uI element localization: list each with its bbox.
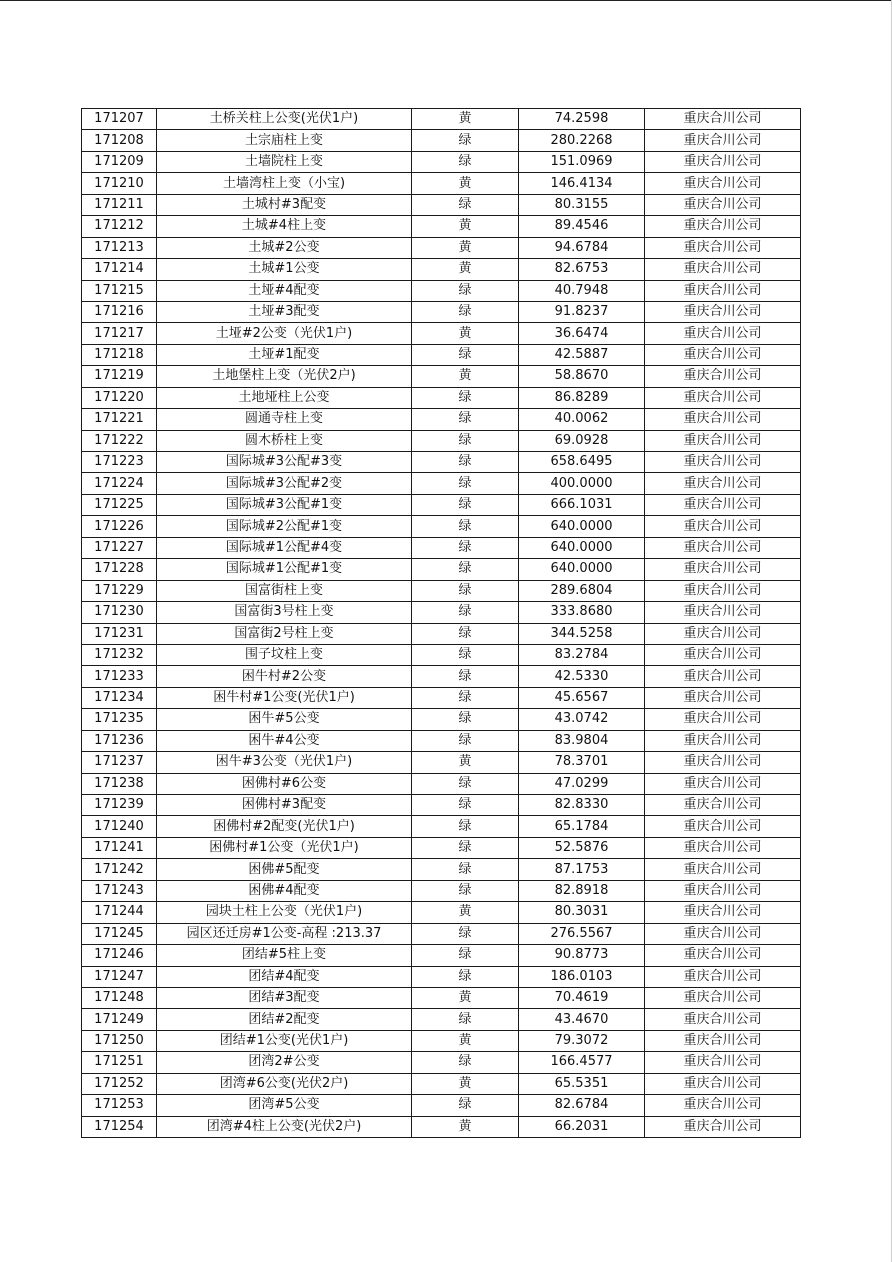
cell-company: 重庆合川公司 <box>645 902 801 923</box>
cell-code: 171250 <box>82 1030 157 1051</box>
cell-status: 绿 <box>412 945 519 966</box>
cell-value: 78.3701 <box>519 752 645 773</box>
cell-value: 82.6784 <box>519 1095 645 1116</box>
cell-company: 重庆合川公司 <box>645 816 801 837</box>
cell-status: 绿 <box>412 301 519 322</box>
cell-name: 国际城#3公配#3变 <box>157 452 412 473</box>
table-row <box>82 730 801 751</box>
cell-status: 黄 <box>412 173 519 194</box>
cell-company: 重庆合川公司 <box>645 430 801 451</box>
cell-value: 91.8237 <box>519 301 645 322</box>
cell-status: 绿 <box>412 730 519 751</box>
cell-status: 绿 <box>412 923 519 944</box>
cell-company: 重庆合川公司 <box>645 323 801 344</box>
cell-company: 重庆合川公司 <box>645 1073 801 1094</box>
cell-name: 土城#4柱上变 <box>157 216 412 237</box>
cell-value: 82.6753 <box>519 259 645 280</box>
cell-code: 171247 <box>82 966 157 987</box>
table-row <box>82 1009 801 1030</box>
cell-status: 绿 <box>412 795 519 816</box>
cell-code: 171243 <box>82 880 157 901</box>
cell-value: 87.1753 <box>519 859 645 880</box>
cell-status: 绿 <box>412 194 519 215</box>
cell-status: 绿 <box>412 1095 519 1116</box>
cell-company: 重庆合川公司 <box>645 880 801 901</box>
cell-company: 重庆合川公司 <box>645 194 801 215</box>
cell-status: 绿 <box>412 666 519 687</box>
cell-code: 171221 <box>82 409 157 430</box>
cell-status: 黄 <box>412 323 519 344</box>
cell-code: 171253 <box>82 1095 157 1116</box>
cell-company: 重庆合川公司 <box>645 602 801 623</box>
cell-name: 国富街柱上变 <box>157 580 412 601</box>
cell-name: 困牛#3公变（光伏1户) <box>157 752 412 773</box>
cell-value: 43.4670 <box>519 1009 645 1030</box>
table-row <box>82 430 801 451</box>
transformer-table <box>81 108 801 1138</box>
table-row <box>82 752 801 773</box>
cell-name: 困牛村#1公变(光伏1户) <box>157 687 412 708</box>
cell-name: 困佛#5配变 <box>157 859 412 880</box>
cell-value: 400.0000 <box>519 473 645 494</box>
cell-code: 171252 <box>82 1073 157 1094</box>
cell-company: 重庆合川公司 <box>645 173 801 194</box>
cell-value: 344.5258 <box>519 623 645 644</box>
cell-name: 圆木桥柱上变 <box>157 430 412 451</box>
cell-company: 重庆合川公司 <box>645 409 801 430</box>
cell-value: 66.2031 <box>519 1116 645 1137</box>
cell-code: 171217 <box>82 323 157 344</box>
cell-code: 171251 <box>82 1052 157 1073</box>
cell-value: 166.4577 <box>519 1052 645 1073</box>
cell-value: 52.5876 <box>519 837 645 858</box>
cell-company: 重庆合川公司 <box>645 344 801 365</box>
table-row <box>82 473 801 494</box>
cell-value: 74.2598 <box>519 109 645 130</box>
cell-value: 276.5567 <box>519 923 645 944</box>
cell-value: 94.6784 <box>519 237 645 258</box>
table-row <box>82 580 801 601</box>
cell-value: 83.2784 <box>519 644 645 665</box>
cell-name: 国富街3号柱上变 <box>157 602 412 623</box>
cell-value: 83.9804 <box>519 730 645 751</box>
table-row <box>82 623 801 644</box>
cell-value: 289.6804 <box>519 580 645 601</box>
table-row <box>82 1052 801 1073</box>
cell-value: 79.3072 <box>519 1030 645 1051</box>
cell-status: 绿 <box>412 966 519 987</box>
table-row <box>82 366 801 387</box>
cell-status: 绿 <box>412 473 519 494</box>
cell-name: 土桥关柱上公变(光伏1户) <box>157 109 412 130</box>
cell-status: 绿 <box>412 537 519 558</box>
cell-status: 绿 <box>412 773 519 794</box>
cell-code: 171241 <box>82 837 157 858</box>
cell-value: 45.6567 <box>519 687 645 708</box>
cell-status: 绿 <box>412 709 519 730</box>
cell-code: 171254 <box>82 1116 157 1137</box>
table-row <box>82 109 801 130</box>
cell-name: 土墙院柱上变 <box>157 151 412 172</box>
table-row <box>82 644 801 665</box>
table-row <box>82 259 801 280</box>
table-row <box>82 216 801 237</box>
cell-code: 171213 <box>82 237 157 258</box>
cell-name: 土城村#3配变 <box>157 194 412 215</box>
cell-value: 151.0969 <box>519 151 645 172</box>
cell-value: 65.5351 <box>519 1073 645 1094</box>
cell-value: 42.5330 <box>519 666 645 687</box>
cell-name: 团结#5柱上变 <box>157 945 412 966</box>
cell-code: 171214 <box>82 259 157 280</box>
cell-code: 171209 <box>82 151 157 172</box>
cell-company: 重庆合川公司 <box>645 537 801 558</box>
cell-code: 171230 <box>82 602 157 623</box>
cell-code: 171227 <box>82 537 157 558</box>
cell-status: 黄 <box>412 1030 519 1051</box>
cell-company: 重庆合川公司 <box>645 473 801 494</box>
cell-company: 重庆合川公司 <box>645 259 801 280</box>
table-row <box>82 194 801 215</box>
cell-company: 重庆合川公司 <box>645 1009 801 1030</box>
cell-value: 70.4619 <box>519 987 645 1008</box>
cell-company: 重庆合川公司 <box>645 623 801 644</box>
cell-company: 重庆合川公司 <box>645 709 801 730</box>
cell-status: 黄 <box>412 987 519 1008</box>
page-top-rule <box>0 0 892 1</box>
cell-code: 171220 <box>82 387 157 408</box>
table-row <box>82 709 801 730</box>
table-row <box>82 687 801 708</box>
cell-value: 89.4546 <box>519 216 645 237</box>
cell-company: 重庆合川公司 <box>645 837 801 858</box>
cell-company: 重庆合川公司 <box>645 452 801 473</box>
table-row <box>82 130 801 151</box>
cell-name: 团结#3配变 <box>157 987 412 1008</box>
table-row <box>82 880 801 901</box>
table-row <box>82 237 801 258</box>
cell-name: 国际城#3公配#2变 <box>157 473 412 494</box>
table-row <box>82 666 801 687</box>
cell-status: 绿 <box>412 344 519 365</box>
table-row <box>82 516 801 537</box>
cell-name: 困牛村#2公变 <box>157 666 412 687</box>
cell-company: 重庆合川公司 <box>645 494 801 515</box>
table-row <box>82 494 801 515</box>
cell-code: 171249 <box>82 1009 157 1030</box>
cell-value: 90.8773 <box>519 945 645 966</box>
table-row <box>82 902 801 923</box>
cell-company: 重庆合川公司 <box>645 109 801 130</box>
cell-name: 国际城#3公配#1变 <box>157 494 412 515</box>
cell-status: 绿 <box>412 602 519 623</box>
cell-status: 绿 <box>412 687 519 708</box>
table-body <box>82 109 801 1138</box>
cell-code: 171232 <box>82 644 157 665</box>
cell-name: 围子坟柱上变 <box>157 644 412 665</box>
cell-status: 绿 <box>412 430 519 451</box>
cell-value: 186.0103 <box>519 966 645 987</box>
cell-company: 重庆合川公司 <box>645 1052 801 1073</box>
cell-value: 333.8680 <box>519 602 645 623</box>
cell-status: 黄 <box>412 366 519 387</box>
cell-status: 绿 <box>412 580 519 601</box>
cell-code: 171237 <box>82 752 157 773</box>
cell-status: 绿 <box>412 859 519 880</box>
cell-code: 171242 <box>82 859 157 880</box>
cell-code: 171215 <box>82 280 157 301</box>
cell-company: 重庆合川公司 <box>645 773 801 794</box>
cell-value: 65.1784 <box>519 816 645 837</box>
cell-status: 绿 <box>412 280 519 301</box>
cell-company: 重庆合川公司 <box>645 237 801 258</box>
table-row <box>82 559 801 580</box>
table-row <box>82 966 801 987</box>
cell-value: 658.6495 <box>519 452 645 473</box>
cell-company: 重庆合川公司 <box>645 301 801 322</box>
cell-status: 黄 <box>412 752 519 773</box>
cell-company: 重庆合川公司 <box>645 130 801 151</box>
cell-status: 绿 <box>412 151 519 172</box>
cell-name: 土城#2公变 <box>157 237 412 258</box>
cell-name: 土垭#4配变 <box>157 280 412 301</box>
table-row <box>82 173 801 194</box>
cell-value: 82.8918 <box>519 880 645 901</box>
table-row <box>82 323 801 344</box>
cell-company: 重庆合川公司 <box>645 559 801 580</box>
cell-name: 土垭#2公变（光伏1户) <box>157 323 412 344</box>
cell-value: 80.3155 <box>519 194 645 215</box>
cell-company: 重庆合川公司 <box>645 151 801 172</box>
cell-company: 重庆合川公司 <box>645 859 801 880</box>
cell-status: 绿 <box>412 644 519 665</box>
cell-value: 80.3031 <box>519 902 645 923</box>
table-row <box>82 795 801 816</box>
cell-name: 困佛村#1公变（光伏1户) <box>157 837 412 858</box>
cell-name: 困佛村#2配变(光伏1户) <box>157 816 412 837</box>
cell-name: 土垭#3配变 <box>157 301 412 322</box>
cell-status: 绿 <box>412 387 519 408</box>
cell-code: 171208 <box>82 130 157 151</box>
cell-value: 58.8670 <box>519 366 645 387</box>
cell-code: 171236 <box>82 730 157 751</box>
cell-company: 重庆合川公司 <box>645 752 801 773</box>
cell-company: 重庆合川公司 <box>645 1116 801 1137</box>
table-row <box>82 301 801 322</box>
cell-name: 困佛#4配变 <box>157 880 412 901</box>
cell-name: 园块土柱上公变（光伏1户) <box>157 902 412 923</box>
cell-value: 42.5887 <box>519 344 645 365</box>
cell-company: 重庆合川公司 <box>645 280 801 301</box>
table-row <box>82 987 801 1008</box>
cell-code: 171222 <box>82 430 157 451</box>
cell-value: 40.0062 <box>519 409 645 430</box>
cell-name: 困佛村#6公变 <box>157 773 412 794</box>
cell-value: 36.6474 <box>519 323 645 344</box>
cell-code: 171210 <box>82 173 157 194</box>
cell-status: 绿 <box>412 837 519 858</box>
cell-value: 43.0742 <box>519 709 645 730</box>
cell-name: 团结#2配变 <box>157 1009 412 1030</box>
cell-name: 困牛#5公变 <box>157 709 412 730</box>
cell-company: 重庆合川公司 <box>645 516 801 537</box>
cell-name: 园区还迁房#1公变-高程 :213.37 <box>157 923 412 944</box>
cell-name: 团湾#4柱上公变(光伏2户) <box>157 1116 412 1137</box>
table-row <box>82 452 801 473</box>
cell-code: 171233 <box>82 666 157 687</box>
cell-status: 绿 <box>412 516 519 537</box>
cell-status: 黄 <box>412 216 519 237</box>
cell-name: 困牛#4公变 <box>157 730 412 751</box>
cell-name: 团湾#6公变(光伏2户) <box>157 1073 412 1094</box>
cell-code: 171234 <box>82 687 157 708</box>
cell-code: 171212 <box>82 216 157 237</box>
table-row <box>82 859 801 880</box>
cell-status: 绿 <box>412 409 519 430</box>
cell-value: 280.2268 <box>519 130 645 151</box>
cell-name: 国际城#2公配#1变 <box>157 516 412 537</box>
cell-name: 土墙湾柱上变（小宝) <box>157 173 412 194</box>
cell-value: 640.0000 <box>519 537 645 558</box>
cell-name: 团湾2#公变 <box>157 1052 412 1073</box>
cell-company: 重庆合川公司 <box>645 923 801 944</box>
cell-company: 重庆合川公司 <box>645 730 801 751</box>
cell-name: 国富街2号柱上变 <box>157 623 412 644</box>
cell-company: 重庆合川公司 <box>645 945 801 966</box>
cell-code: 171219 <box>82 366 157 387</box>
cell-company: 重庆合川公司 <box>645 580 801 601</box>
cell-name: 土地堡柱上变（光伏2户) <box>157 366 412 387</box>
cell-name: 团结#4配变 <box>157 966 412 987</box>
table-row <box>82 1030 801 1051</box>
cell-name: 土地垭柱上公变 <box>157 387 412 408</box>
cell-status: 绿 <box>412 880 519 901</box>
cell-name: 土城#1公变 <box>157 259 412 280</box>
cell-value: 47.0299 <box>519 773 645 794</box>
cell-code: 171246 <box>82 945 157 966</box>
cell-name: 国际城#1公配#4变 <box>157 537 412 558</box>
cell-company: 重庆合川公司 <box>645 1095 801 1116</box>
cell-status: 绿 <box>412 559 519 580</box>
cell-status: 绿 <box>412 1009 519 1030</box>
cell-status: 绿 <box>412 623 519 644</box>
cell-status: 黄 <box>412 1116 519 1137</box>
cell-code: 171223 <box>82 452 157 473</box>
cell-status: 黄 <box>412 1073 519 1094</box>
cell-code: 171228 <box>82 559 157 580</box>
cell-code: 171239 <box>82 795 157 816</box>
cell-code: 171211 <box>82 194 157 215</box>
cell-code: 171225 <box>82 494 157 515</box>
cell-status: 绿 <box>412 494 519 515</box>
cell-name: 土垭#1配变 <box>157 344 412 365</box>
cell-status: 黄 <box>412 109 519 130</box>
table-row <box>82 1095 801 1116</box>
cell-company: 重庆合川公司 <box>645 966 801 987</box>
cell-company: 重庆合川公司 <box>645 795 801 816</box>
cell-status: 绿 <box>412 130 519 151</box>
cell-name: 圆通寺柱上变 <box>157 409 412 430</box>
table-row <box>82 837 801 858</box>
cell-name: 团湾#5公变 <box>157 1095 412 1116</box>
table-row <box>82 344 801 365</box>
cell-company: 重庆合川公司 <box>645 387 801 408</box>
table-row <box>82 151 801 172</box>
table-row <box>82 1116 801 1137</box>
cell-code: 171224 <box>82 473 157 494</box>
table-row <box>82 280 801 301</box>
cell-code: 171245 <box>82 923 157 944</box>
table-row <box>82 773 801 794</box>
cell-status: 黄 <box>412 902 519 923</box>
cell-name: 困佛村#3配变 <box>157 795 412 816</box>
cell-name: 土宗庙柱上变 <box>157 130 412 151</box>
cell-value: 69.0928 <box>519 430 645 451</box>
cell-company: 重庆合川公司 <box>645 366 801 387</box>
table-row <box>82 1073 801 1094</box>
table-row <box>82 537 801 558</box>
cell-code: 171218 <box>82 344 157 365</box>
cell-status: 黄 <box>412 259 519 280</box>
table-row <box>82 816 801 837</box>
cell-value: 640.0000 <box>519 559 645 580</box>
cell-name: 团结#1公变(光伏1户) <box>157 1030 412 1051</box>
cell-value: 82.8330 <box>519 795 645 816</box>
cell-code: 171226 <box>82 516 157 537</box>
cell-company: 重庆合川公司 <box>645 687 801 708</box>
table-row <box>82 602 801 623</box>
cell-company: 重庆合川公司 <box>645 216 801 237</box>
table-row <box>82 409 801 430</box>
cell-status: 黄 <box>412 237 519 258</box>
cell-status: 绿 <box>412 452 519 473</box>
cell-company: 重庆合川公司 <box>645 666 801 687</box>
cell-value: 666.1031 <box>519 494 645 515</box>
cell-code: 171229 <box>82 580 157 601</box>
table-row <box>82 923 801 944</box>
cell-code: 171216 <box>82 301 157 322</box>
cell-value: 640.0000 <box>519 516 645 537</box>
cell-value: 86.8289 <box>519 387 645 408</box>
cell-name: 国际城#1公配#1变 <box>157 559 412 580</box>
table-row <box>82 945 801 966</box>
cell-code: 171231 <box>82 623 157 644</box>
cell-value: 40.7948 <box>519 280 645 301</box>
cell-code: 171207 <box>82 109 157 130</box>
cell-code: 171235 <box>82 709 157 730</box>
cell-company: 重庆合川公司 <box>645 1030 801 1051</box>
cell-company: 重庆合川公司 <box>645 987 801 1008</box>
cell-code: 171248 <box>82 987 157 1008</box>
cell-code: 171238 <box>82 773 157 794</box>
cell-company: 重庆合川公司 <box>645 644 801 665</box>
cell-code: 171244 <box>82 902 157 923</box>
cell-status: 绿 <box>412 816 519 837</box>
cell-value: 146.4134 <box>519 173 645 194</box>
cell-status: 绿 <box>412 1052 519 1073</box>
table-row <box>82 387 801 408</box>
cell-code: 171240 <box>82 816 157 837</box>
